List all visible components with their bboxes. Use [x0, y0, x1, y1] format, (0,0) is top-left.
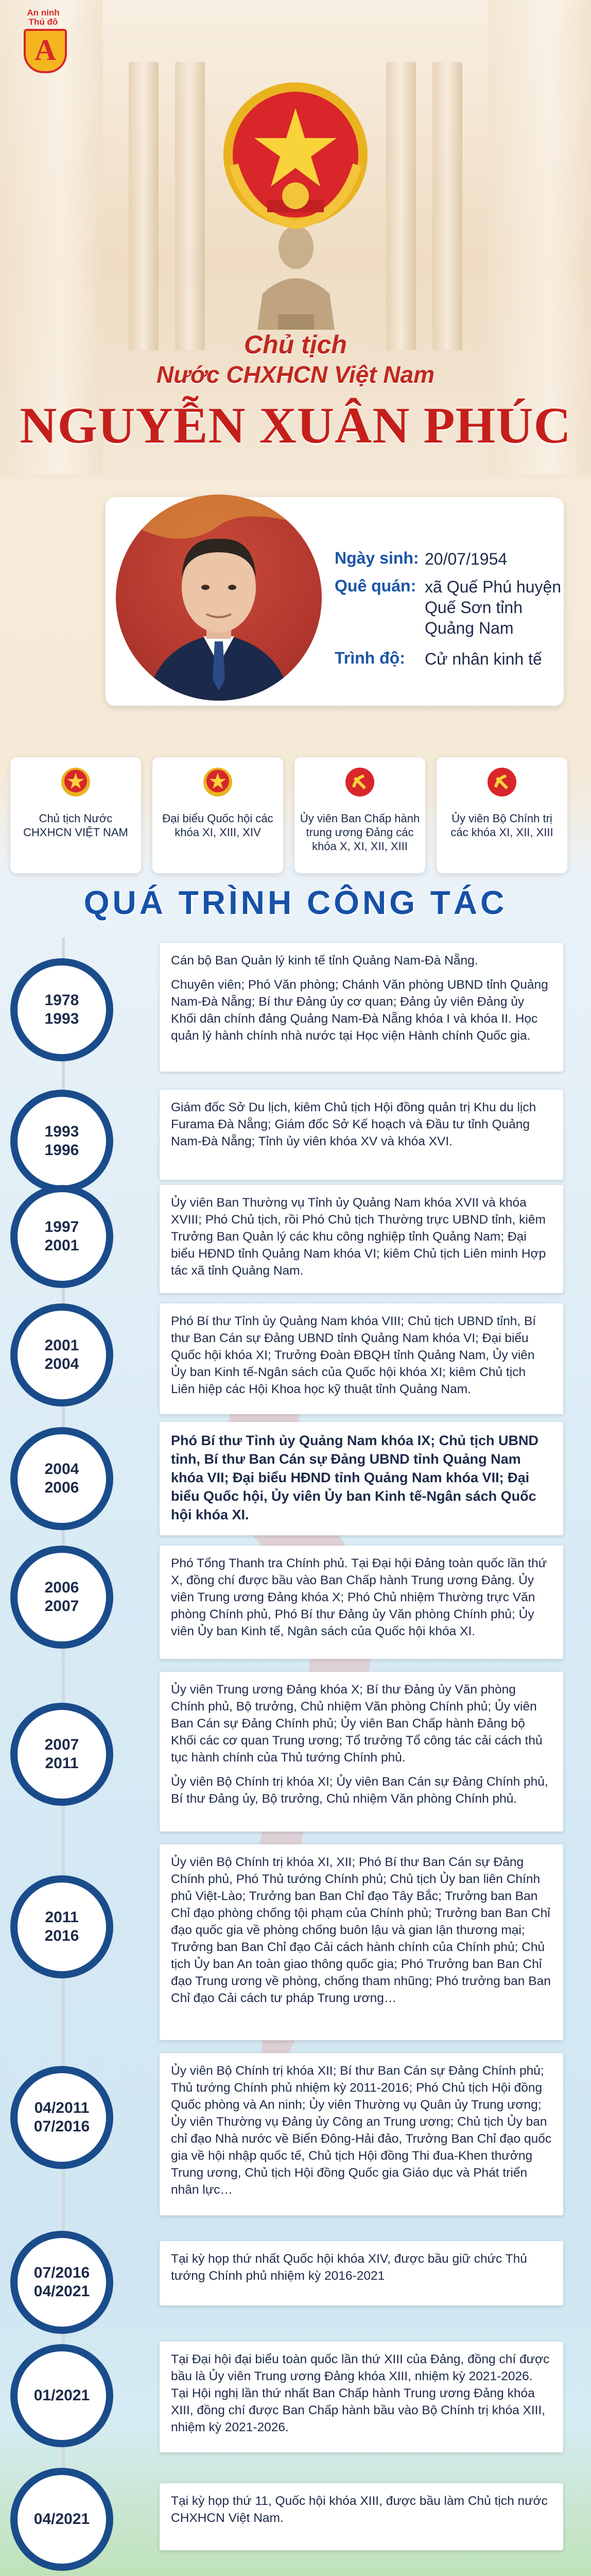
timeline-paragraph: Phó Tổng Thanh tra Chính phủ. Tại Đại hội Đảng toàn quốc lần thứ X, đồng chí được bầu vào Ban Chấp hành Trung ương Đảng. Ủy viên Trung ương Đảng khóa X; Phó Chủ nhiệm Thường trực Văn phòng Chính phủ, Phó Bí thư Đảng ủy Văn phòng Chính phủ; Ủy viên Ủy ban Kinh tế, Ngân sách của Quốc hội khóa XI. [171, 1556, 547, 1638]
logo-letter: A [34, 33, 56, 66]
logo-line1: An ninh [27, 8, 60, 18]
profile-row-hometown [335, 577, 564, 638]
party-flag-icon [344, 767, 375, 798]
timeline-card [160, 2241, 563, 2306]
timeline-paragraph: Cán bộ Ban Quản lý kinh tế tỉnh Quảng Nam-Đà Nẵng. [171, 954, 478, 968]
position-card [294, 757, 425, 873]
timeline-date-text: 1993 1996 [44, 1123, 79, 1159]
timeline-date-text: 2004 2006 [44, 1461, 79, 1496]
portrait-photo [116, 495, 322, 701]
timeline-date-text: 2007 2011 [44, 1736, 79, 1772]
timeline-paragraph: Chuyên viên; Phó Văn phòng; Chánh Văn phòng UBND tỉnh Quảng Nam-Đà Nẵng; Bí thư Đảng ủy cơ quan; Đảng ủy viên Đảng ủy Khối dân chính đảng Quảng Nam-Đà Nẵng khóa I và khóa II. Học quản lý hành chính nhà nước tại Học viện Hành chính Quốc gia. [171, 978, 548, 1043]
column [129, 62, 159, 350]
timeline-date-text: 1978 1993 [44, 992, 79, 1027]
timeline-paragraph: Tại Đại hội đại biểu toàn quốc lần thứ XIII của Đảng, đồng chí được bầu là Ủy viên Trung ương Đảng khóa XIII, nhiệm kỳ 2021-2026. Tại Hội nghị lần thứ nhất Ban Chấp hành Trung ương Đảng khóa XIII, đồng chí được Ban Chấp hành bầu vào Bộ Chính trị khóa XIII, nhiệm kỳ 2021-2026. [171, 2352, 550, 2434]
timeline-paragraph: Tại kỳ họp thứ nhất Quốc hội khóa XIV, được bầu giữ chức Thủ tướng Chính phủ nhiệm kỳ 2016-2021 [171, 2252, 527, 2283]
timeline-date [10, 1703, 113, 1806]
profile-info [335, 549, 564, 676]
timeline-paragraph: Ủy viên Bộ Chính trị khóa XII; Bí thư Ban Cán sự Đảng Chính phủ; Thủ tướng Chính phủ nhiệm kỳ 2011-2016; Phó Chủ tịch Hội đồng Quốc phòng và An ninh; Ủy viên Thường vụ Quân ủy Trung ương; Ủy viên Thường vụ Đảng ủy Công an Trung ương; Chủ tịch Ủy ban chỉ đạo Nhà nước về Biển Đông-Hải đảo, Trưởng Ban Chỉ đạo quốc gia về hội nhập quốc tế, Chủ tịch Hội đồng Thi đua-Khen thưởng Trung ương, Chủ tịch Hội đồng Quốc gia Giáo dục và Phát triển nhân lực… [171, 2064, 552, 2197]
timeline-paragraph: Tại kỳ họp thứ 11, Quốc hội khóa XIII, được bầu làm Chủ tịch nước CHXHCN Việt Nam. [171, 2494, 548, 2525]
timeline-paragraph: Ủy viên Bộ Chính trị khóa XI; Ủy viên Ban Cán sự Đảng Chính phủ, Bí thư Đảng ủy, Bộ trưởng, Chủ nhiệm Văn phòng Chính phủ. [171, 1775, 548, 1806]
profile-key: Ngày sinh: [335, 549, 419, 567]
timeline-card [160, 1546, 563, 1659]
timeline-paragraph: Phó Bí thư Tỉnh ủy Quảng Nam khóa VIII; Chủ tịch UBND tỉnh, Bí thư Ban Cán sự Đảng UBND tỉnh Quảng Nam khóa VI; Đại biểu Quốc hội khóa XI; Trưởng Đoàn ĐBQH tỉnh Quảng Nam, Ủy viên Ủy ban Kinh tế-Ngân sách của Quốc hội khóa XI; kiêm Chủ tịch Liên hiệp các Hội Khoa học kỹ thuật tỉnh Quảng Nam. [171, 1314, 536, 1396]
timeline-paragraph: Phó Bí thư Tỉnh ủy Quảng Nam khóa IX; Chủ tịch UBND tỉnh, Bí thư Ban Cán sự Đảng UBND tỉnh Quảng Nam khóa VII; Đại biểu HĐND tỉnh Quảng Nam khóa VII; Đại biểu Quốc hội, Ủy viên Ủy ban Kinh tế-Ngân sách Quốc hội khóa XI. [171, 1433, 539, 1522]
position-label: Chủ tịch Nước CHXHCN VIỆT NAM [23, 812, 128, 839]
timeline-date-text: 1997 2001 [44, 1218, 79, 1254]
position-card [10, 757, 141, 873]
timeline-date [10, 1875, 113, 1978]
position-label: Ủy viên Ban Chấp hành trung ương Đảng các khóa X, XI, XII, XIII [300, 812, 420, 853]
position-card [437, 757, 567, 873]
logo-shield [24, 29, 67, 73]
timeline-date [10, 2231, 113, 2334]
bust-statue [247, 216, 345, 330]
national-emblem-icon [60, 767, 91, 798]
timeline-card [160, 1185, 563, 1293]
timeline-date-text: 04/2021 [33, 2511, 90, 2528]
timeline-card [160, 943, 563, 1072]
timeline-date-text: 07/2016 04/2021 [33, 2264, 90, 2300]
profile-key: Quê quán: [335, 577, 416, 595]
timeline-date [10, 2066, 113, 2169]
title-line2: Nước CHXHCN Việt Nam [156, 361, 434, 388]
timeline-date [10, 1185, 113, 1288]
party-flag-icon [486, 767, 517, 798]
timeline-paragraph: Ủy viên Bộ Chính trị khóa XI, XII; Phó Bí thư Ban Cán sự Đảng Chính phủ, Phó Thủ tướng Chính phủ; Chủ tịch Ủy ban liên Chính phủ Việt-Lào; Trưởng ban Ban Chỉ đạo Tây Bắc; Trưởng ban Ban Chỉ đạo phòng chống tội phạm của Chính phủ; Trưởng ban Ban Chỉ đạo quốc gia về phòng chống buôn lậu và gian lận thương mại; Trưởng ban Ban Chỉ đạo Cải cách hành chính của Chính phủ; Chủ tịch Ủy ban An toàn giao thông quốc gia; Phó Trưởng ban Ban Chỉ đạo Trung ương về phòng, chống tham nhũng; Phó trưởng ban Ban Chỉ đạo Cải cách tư pháp Trung ương… [171, 1855, 551, 2005]
timeline-date-text: 2001 2004 [44, 1337, 79, 1372]
profile-value: Cử nhân kinh tế [425, 650, 542, 668]
position-label: Đại biểu Quốc hội các khóa XI, XIII, XIV [162, 812, 273, 839]
portrait-illustration [116, 495, 322, 701]
timeline-card [160, 1672, 563, 1832]
timeline-date [10, 2344, 113, 2447]
logo [12, 8, 74, 70]
national-emblem-icon [202, 767, 233, 798]
title-name: NGUYỄN XUÂN PHÚC [20, 397, 571, 454]
timeline-date [10, 1090, 113, 1193]
timeline-card [160, 1844, 563, 2040]
timeline-date-text: 2011 2016 [44, 1909, 79, 1944]
timeline-date [10, 1427, 113, 1530]
national-emblem-icon [218, 77, 373, 232]
timeline-card [160, 2053, 563, 2215]
position-label: Ủy viên Bộ Chính trị các khóa XI, XII, XIII [450, 812, 553, 839]
column [175, 62, 205, 350]
profile-value: 20/07/1954 [425, 550, 508, 568]
column [432, 62, 462, 350]
timeline-card [160, 1303, 563, 1414]
title-line1: Chủ tịch [244, 330, 347, 359]
timeline-date [10, 1303, 113, 1406]
timeline-paragraph: Ủy viên Trung ương Đảng khóa X; Bí thư Đảng ủy Văn phòng Chính phủ, Bộ trưởng, Chủ nhiệm Văn phòng Chính phủ; Ủy viên Ban Cán sự Đảng Chính phủ; Ủy viên Ban Chấp hành Đảng bộ Khối các cơ quan Trung ương; Tổ trưởng Tổ công tác cải cách thủ tục hành chính của Thủ tướng Chính phủ. [171, 1683, 543, 1765]
timeline-paragraph: Giám đốc Sở Du lịch, kiêm Chủ tịch Hội đồng quản trị Khu du lịch Furama Đà Nẵng; Giám đốc Sở Kế hoạch và Đầu tư tỉnh Quảng Nam-Đà Nẵng; Tỉnh ủy viên khóa XV và khóa XVI. [171, 1100, 536, 1148]
profile-row-birth [335, 549, 564, 569]
timeline-card [160, 2342, 563, 2452]
timeline-paragraph: Ủy viên Ban Thường vụ Tỉnh ủy Quảng Nam khóa XVII và khóa XVIII; Phó Chủ tịch, rồi Phó Chủ tịch Thường trực UBND tỉnh, kiêm Trưởng Ban Quản lý các khu công nghiệp tỉnh Quảng Nam; Đại biểu HĐND tỉnh Quảng Nam khóa VI; kiêm Chủ tịch Liên minh Hợp tác xã tỉnh Quảng Nam. [171, 1196, 546, 1278]
profile-key: Trình độ: [335, 649, 405, 667]
timeline-date-text: 04/2011 07/2016 [33, 2099, 90, 2135]
timeline-date [10, 2468, 113, 2571]
profile-card [106, 497, 564, 706]
logo-text [12, 8, 74, 29]
section-title: QUÁ TRÌNH CÔNG TÁC [83, 884, 508, 921]
timeline-date-text: 01/2021 [33, 2387, 90, 2404]
column [386, 62, 416, 350]
timeline-date-text: 2006 2007 [44, 1579, 79, 1615]
timeline-card [160, 2483, 563, 2550]
timeline-card [160, 1090, 563, 1180]
timeline-card [160, 1422, 563, 1535]
timeline-date [10, 958, 113, 1061]
position-card [152, 757, 283, 873]
profile-value: xã Quế Phú huyện Quế Sơn tỉnh Quảng Nam [425, 578, 562, 637]
logo-line2: Thủ đô [28, 17, 58, 27]
profile-row-education [335, 649, 564, 669]
timeline-date [10, 1546, 113, 1649]
